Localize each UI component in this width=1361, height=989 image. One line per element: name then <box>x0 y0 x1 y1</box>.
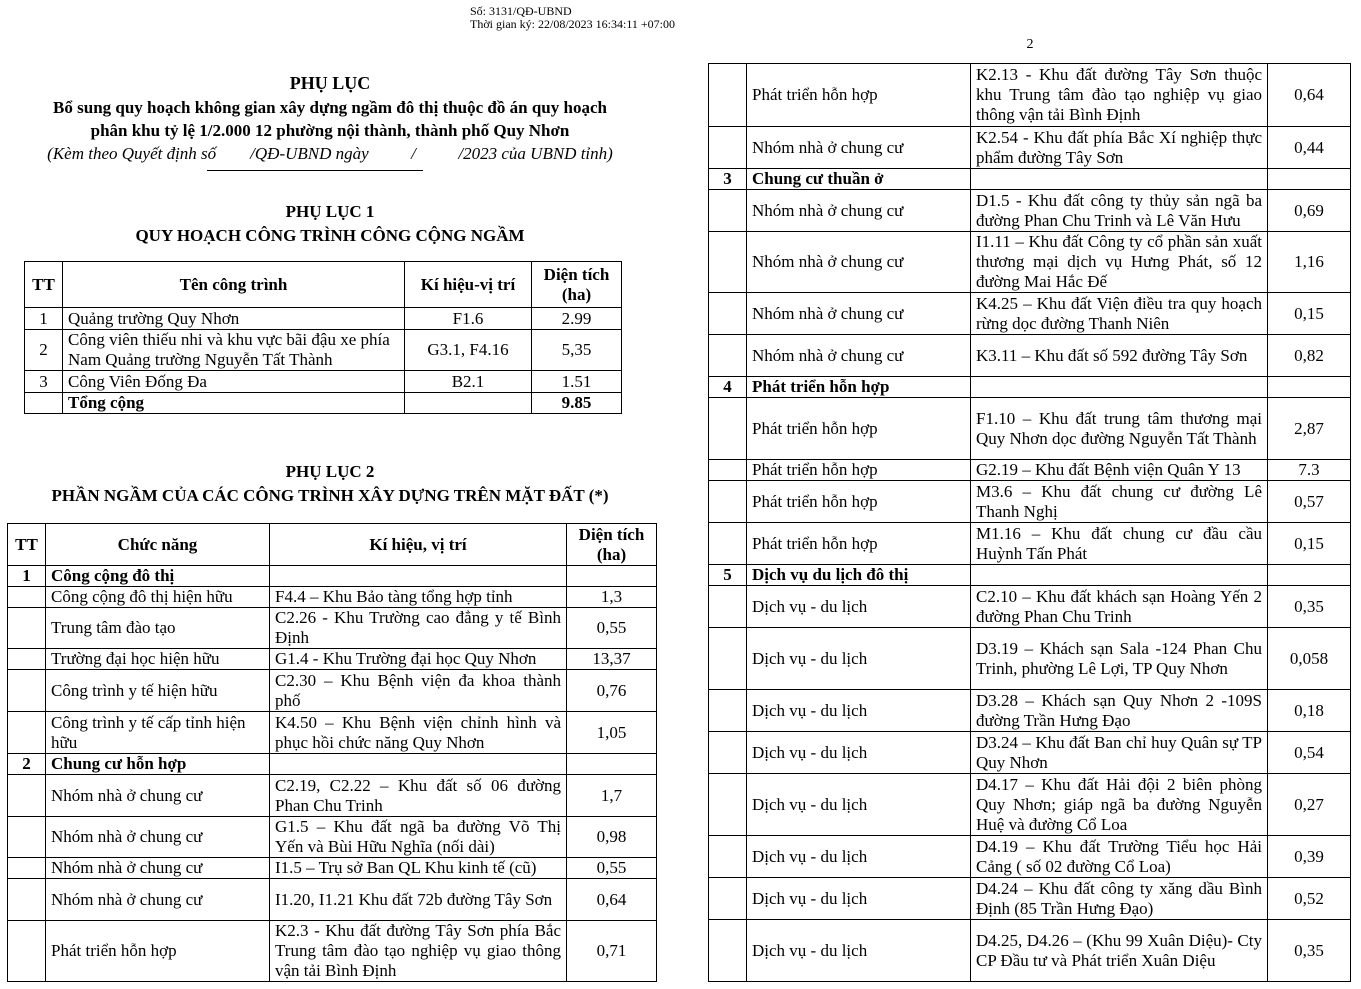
location-description: G1.4 - Khu Trường đại học Quy Nhơn <box>270 649 567 670</box>
row-index <box>709 836 747 878</box>
group-row <box>709 169 1351 190</box>
area-value <box>1268 169 1351 190</box>
table-row <box>709 460 1351 481</box>
row-index <box>709 628 747 690</box>
location-description: F1.10 – Khu đất trung tâm thương mại Quy Nhơn dọc đường Nguyễn Tất Thành <box>971 398 1268 460</box>
area-value: 7.3 <box>1268 460 1351 481</box>
table-row <box>8 670 657 712</box>
table-row <box>709 690 1351 732</box>
area-value: 0,15 <box>1268 523 1351 565</box>
area-value: 1,3 <box>567 587 657 608</box>
location-description: D4.24 – Khu đất công ty xăng dầu Bình Định (85 Trần Hưng Đạo) <box>971 878 1268 920</box>
table-row <box>709 64 1351 127</box>
row-index <box>709 335 747 377</box>
empty-cell <box>25 393 63 414</box>
table-row <box>709 232 1351 293</box>
group-row <box>8 754 657 775</box>
area-value: 2,87 <box>1268 398 1351 460</box>
document-subtitle-1: Bổ sung quy hoạch không gian xây dựng ngầm đô thị thuộc đồ án quy hoạch <box>53 98 607 117</box>
area-value: 1,16 <box>1268 232 1351 293</box>
location-code: F1.6 <box>405 308 532 330</box>
column-header: Diện tích (ha) <box>567 524 657 566</box>
total-value: 9.85 <box>532 393 622 414</box>
group-name: Dịch vụ du lịch đô thị <box>747 565 971 586</box>
location-description: I1.11 – Khu đất Công ty cổ phần sản xuất thương mại dịch vụ Hưng Phát, số 12 đường Mai Hắc Đế <box>971 232 1268 293</box>
area-value: 0,71 <box>567 921 657 982</box>
page-number: 2 <box>1026 37 1034 52</box>
table-row <box>709 836 1351 878</box>
function-name: Dịch vụ - du lịch <box>747 690 971 732</box>
row-index: 3 <box>709 169 747 190</box>
location-description: C2.30 – Khu Bệnh viện đa khoa thành phố <box>270 670 567 712</box>
appendix1-table <box>24 261 622 414</box>
appendix1-title: PHỤ LỤC 1 <box>285 202 375 221</box>
function-name: Dịch vụ - du lịch <box>747 836 971 878</box>
table-row <box>709 878 1351 920</box>
group-name: Công cộng đô thị <box>46 566 270 587</box>
function-name: Nhóm nhà ở chung cư <box>747 190 971 232</box>
function-name: Nhóm nhà ở chung cư <box>46 817 270 858</box>
column-header: TT <box>25 262 63 308</box>
document-subtitle-2: phân khu tỷ lệ 1/2.000 12 phường nội thành, thành phố Quy Nhơn <box>90 121 570 140</box>
area-value: 5,35 <box>532 330 622 371</box>
row-index: 2 <box>8 754 46 775</box>
row-index <box>709 293 747 335</box>
location-description: M1.16 – Khu đất chung cư đầu cầu Huỳnh Tấn Phát <box>971 523 1268 565</box>
area-value: 1,05 <box>567 712 657 754</box>
location-description: I1.20, I1.21 Khu đất 72b đường Tây Sơn <box>270 879 567 921</box>
appendix2-table-left <box>7 523 657 982</box>
location-description: G2.19 – Khu đất Bệnh viện Quân Y 13 <box>971 460 1268 481</box>
signature-block <box>470 5 730 31</box>
row-index <box>709 732 747 774</box>
location-description: K2.54 - Khu đất phía Bắc Xí nghiệp thực phẩm đường Tây Sơn <box>971 127 1268 169</box>
location-description: D1.5 - Khu đất công ty thủy sản ngã ba đường Phan Chu Trinh và Lê Văn Hưu <box>971 190 1268 232</box>
area-value: 0,82 <box>1268 335 1351 377</box>
table-row <box>709 920 1351 982</box>
group-row <box>8 566 657 587</box>
function-name: Dịch vụ - du lịch <box>747 586 971 628</box>
area-value: 0,64 <box>1268 64 1351 127</box>
table-row <box>8 649 657 670</box>
row-index <box>709 878 747 920</box>
location-code: B2.1 <box>405 371 532 393</box>
total-row <box>25 393 622 414</box>
area-value: 0,76 <box>567 670 657 712</box>
row-index: 1 <box>25 308 63 330</box>
function-name: Nhóm nhà ở chung cư <box>747 335 971 377</box>
row-index <box>709 127 747 169</box>
area-value: 0,64 <box>567 879 657 921</box>
location-description: K2.13 - Khu đất đường Tây Sơn thuộc khu Trung tâm đào tạo nghiệp vụ giao thông vận tải Bình Định <box>971 64 1268 127</box>
location-description: D4.19 – Khu đất Trường Tiểu học Hải Cảng ( số 02 đường Cổ Loa) <box>971 836 1268 878</box>
document-title: PHỤ LỤC <box>289 73 371 93</box>
area-value: 13,37 <box>567 649 657 670</box>
function-name: Dịch vụ - du lịch <box>747 732 971 774</box>
function-name: Phát triển hỗn hợp <box>747 64 971 127</box>
signature-time: Thời gian ký: 22/08/2023 16:34:11 +07:00 <box>470 17 675 31</box>
appendix2-table-right <box>708 63 1351 982</box>
function-name: Nhóm nhà ở chung cư <box>46 775 270 817</box>
area-value: 0,55 <box>567 858 657 879</box>
row-index <box>8 670 46 712</box>
location-description: M3.6 – Khu đất chung cư đường Lê Thanh Nghị <box>971 481 1268 523</box>
area-value: 1.51 <box>532 371 622 393</box>
area-value <box>567 754 657 775</box>
function-name: Nhóm nhà ở chung cư <box>747 127 971 169</box>
column-header: Kí hiệu-vị trí <box>405 262 532 308</box>
column-header: Kí hiệu, vị trí <box>270 524 567 566</box>
table-row <box>25 371 622 393</box>
appendix2-header-row <box>8 524 657 566</box>
signature-number: Số: 3131/QĐ-UBND <box>470 4 572 18</box>
location-description: K4.25 – Khu đất Viện điều tra quy hoạch rừng dọc đường Thanh Niên <box>971 293 1268 335</box>
function-name: Dịch vụ - du lịch <box>747 920 971 982</box>
table-row <box>709 127 1351 169</box>
area-value <box>567 566 657 587</box>
row-index <box>8 587 46 608</box>
table-row <box>709 732 1351 774</box>
location-description: K3.11 – Khu đất số 592 đường Tây Sơn <box>971 335 1268 377</box>
project-name: Công viên thiếu nhi và khu vực bãi đậu xe phía Nam Quảng trường Nguyễn Tất Thành <box>63 330 405 371</box>
table-row <box>8 858 657 879</box>
location-description: C2.10 – Khu đất khách sạn Hoàng Yến 2 đường Phan Chu Trinh <box>971 586 1268 628</box>
row-index: 1 <box>8 566 46 587</box>
location-description <box>971 169 1268 190</box>
row-index <box>8 879 46 921</box>
table-row <box>709 586 1351 628</box>
table-row <box>709 628 1351 690</box>
project-name: Quảng trường Quy Nhơn <box>63 308 405 330</box>
area-value: 0,55 <box>567 608 657 649</box>
row-index <box>8 712 46 754</box>
function-name: Nhóm nhà ở chung cư <box>46 858 270 879</box>
row-index <box>8 817 46 858</box>
appendix1-subtitle: QUY HOẠCH CÔNG TRÌNH CÔNG CỘNG NGẦM <box>135 226 525 245</box>
empty-cell <box>405 393 532 414</box>
row-index: 3 <box>25 371 63 393</box>
function-name: Trung tâm đào tạo <box>46 608 270 649</box>
row-index <box>709 64 747 127</box>
table-row <box>709 523 1351 565</box>
appendix1-header-row <box>25 262 622 308</box>
row-index: 4 <box>709 377 747 398</box>
location-description: K4.50 – Khu Bệnh viện chỉnh hình và phục hồi chức năng Quy Nhơn <box>270 712 567 754</box>
table-row <box>709 481 1351 523</box>
row-index <box>709 586 747 628</box>
column-header: Tên công trình <box>63 262 405 308</box>
document-note: (Kèm theo Quyết định số /QĐ-UBND ngày / /2023 của UBND tỉnh) <box>47 144 613 163</box>
location-description: F4.4 – Khu Bảo tàng tổng hợp tỉnh <box>270 587 567 608</box>
table-row <box>8 712 657 754</box>
area-value: 0,52 <box>1268 878 1351 920</box>
table-row <box>8 817 657 858</box>
function-name: Dịch vụ - du lịch <box>747 774 971 836</box>
function-name: Phát triển hỗn hợp <box>747 523 971 565</box>
table-row <box>8 921 657 982</box>
document-header <box>20 72 640 166</box>
row-index <box>709 460 747 481</box>
location-description: D3.28 – Khách sạn Quy Nhơn 2 -109S đường Trần Hưng Đạo <box>971 690 1268 732</box>
location-code: G3.1, F4.16 <box>405 330 532 371</box>
location-description: C2.19, C2.22 – Khu đất số 06 đường Phan Chu Trinh <box>270 775 567 817</box>
area-value: 0,57 <box>1268 481 1351 523</box>
total-label: Tổng cộng <box>63 393 405 414</box>
location-description <box>270 754 567 775</box>
area-value: 0,39 <box>1268 836 1351 878</box>
function-name: Nhóm nhà ở chung cư <box>747 293 971 335</box>
function-name: Công cộng đô thị hiện hữu <box>46 587 270 608</box>
function-name: Dịch vụ - du lịch <box>747 628 971 690</box>
location-description <box>971 565 1268 586</box>
group-row <box>709 565 1351 586</box>
table-row <box>709 774 1351 836</box>
location-description: D4.17 – Khu đất Hải đội 2 biên phòng Quy Nhơn; giáp ngã ba đường Nguyễn Huệ và đường Cổ Loa <box>971 774 1268 836</box>
row-index <box>709 774 747 836</box>
function-name: Nhóm nhà ở chung cư <box>46 879 270 921</box>
location-description <box>971 377 1268 398</box>
row-index <box>709 481 747 523</box>
function-name: Nhóm nhà ở chung cư <box>747 232 971 293</box>
row-index: 5 <box>709 565 747 586</box>
area-value: 0,058 <box>1268 628 1351 690</box>
table-row <box>25 308 622 330</box>
function-name: Trường đại học hiện hữu <box>46 649 270 670</box>
table-row <box>8 608 657 649</box>
row-index <box>8 608 46 649</box>
row-index <box>709 690 747 732</box>
table-row <box>709 190 1351 232</box>
area-value: 0,35 <box>1268 586 1351 628</box>
area-value <box>1268 377 1351 398</box>
area-value: 0,44 <box>1268 127 1351 169</box>
area-value: 0,69 <box>1268 190 1351 232</box>
table-row <box>709 335 1351 377</box>
area-value: 1,7 <box>567 775 657 817</box>
column-header: TT <box>8 524 46 566</box>
function-name: Phát triển hỗn hợp <box>747 460 971 481</box>
function-name: Phát triển hỗn hợp <box>747 481 971 523</box>
header-divider <box>207 170 423 171</box>
location-description: D3.19 – Khách sạn Sala -124 Phan Chu Trinh, phường Lê Lợi, TP Quy Nhơn <box>971 628 1268 690</box>
table-row <box>709 293 1351 335</box>
row-index <box>709 190 747 232</box>
group-name: Chung cư thuần ở <box>747 169 971 190</box>
project-name: Công Viên Đống Đa <box>63 371 405 393</box>
group-name: Chung cư hỗn hợp <box>46 754 270 775</box>
function-name: Phát triển hỗn hợp <box>747 398 971 460</box>
function-name: Phát triển hỗn hợp <box>46 921 270 982</box>
function-name: Dịch vụ - du lịch <box>747 878 971 920</box>
row-index <box>709 920 747 982</box>
row-index <box>8 775 46 817</box>
appendix2-title: PHỤ LỤC 2 <box>285 462 375 481</box>
location-description <box>270 566 567 587</box>
appendix2-heading <box>0 461 660 507</box>
row-index <box>709 523 747 565</box>
function-name: Công trình y tế hiện hữu <box>46 670 270 712</box>
location-description: I1.5 – Trụ sở Ban QL Khu kinh tế (cũ) <box>270 858 567 879</box>
area-value: 0,54 <box>1268 732 1351 774</box>
table-row <box>709 398 1351 460</box>
row-index <box>709 232 747 293</box>
location-description: D4.25, D4.26 – (Khu 99 Xuân Diệu)- Cty CP Đầu tư và Phát triển Xuân Diệu <box>971 920 1268 982</box>
group-name: Phát triển hỗn hợp <box>747 377 971 398</box>
column-header: Chức năng <box>46 524 270 566</box>
row-index <box>8 921 46 982</box>
appendix2-subtitle: PHẦN NGẦM CỦA CÁC CÔNG TRÌNH XÂY DỰNG TRÊN MẶT ĐẤT (*) <box>51 486 609 505</box>
table-row <box>8 587 657 608</box>
area-value: 0,15 <box>1268 293 1351 335</box>
column-header: Diện tích (ha) <box>532 262 622 308</box>
area-value: 0,98 <box>567 817 657 858</box>
area-value: 2.99 <box>532 308 622 330</box>
area-value <box>1268 565 1351 586</box>
location-description: C2.26 - Khu Trường cao đẳng y tế Bình Định <box>270 608 567 649</box>
location-description: D3.24 – Khu đất Ban chỉ huy Quân sự TP Quy Nhơn <box>971 732 1268 774</box>
location-description: G1.5 – Khu đất ngã ba đường Võ Thị Yến và Bùi Hữu Nghĩa (nối dài) <box>270 817 567 858</box>
location-description: K2.3 - Khu đất đường Tây Sơn phía Bắc Trung tâm đào tạo nghiệp vụ giao thông vận tải Bình Định <box>270 921 567 982</box>
row-index: 2 <box>25 330 63 371</box>
appendix1-heading <box>20 201 640 247</box>
row-index <box>8 858 46 879</box>
area-value: 0,18 <box>1268 690 1351 732</box>
area-value: 0,35 <box>1268 920 1351 982</box>
function-name: Công trình y tế cấp tỉnh hiện hữu <box>46 712 270 754</box>
table-row <box>8 775 657 817</box>
table-row <box>8 879 657 921</box>
area-value: 0,27 <box>1268 774 1351 836</box>
row-index <box>709 398 747 460</box>
row-index <box>8 649 46 670</box>
table-row <box>25 330 622 371</box>
group-row <box>709 377 1351 398</box>
